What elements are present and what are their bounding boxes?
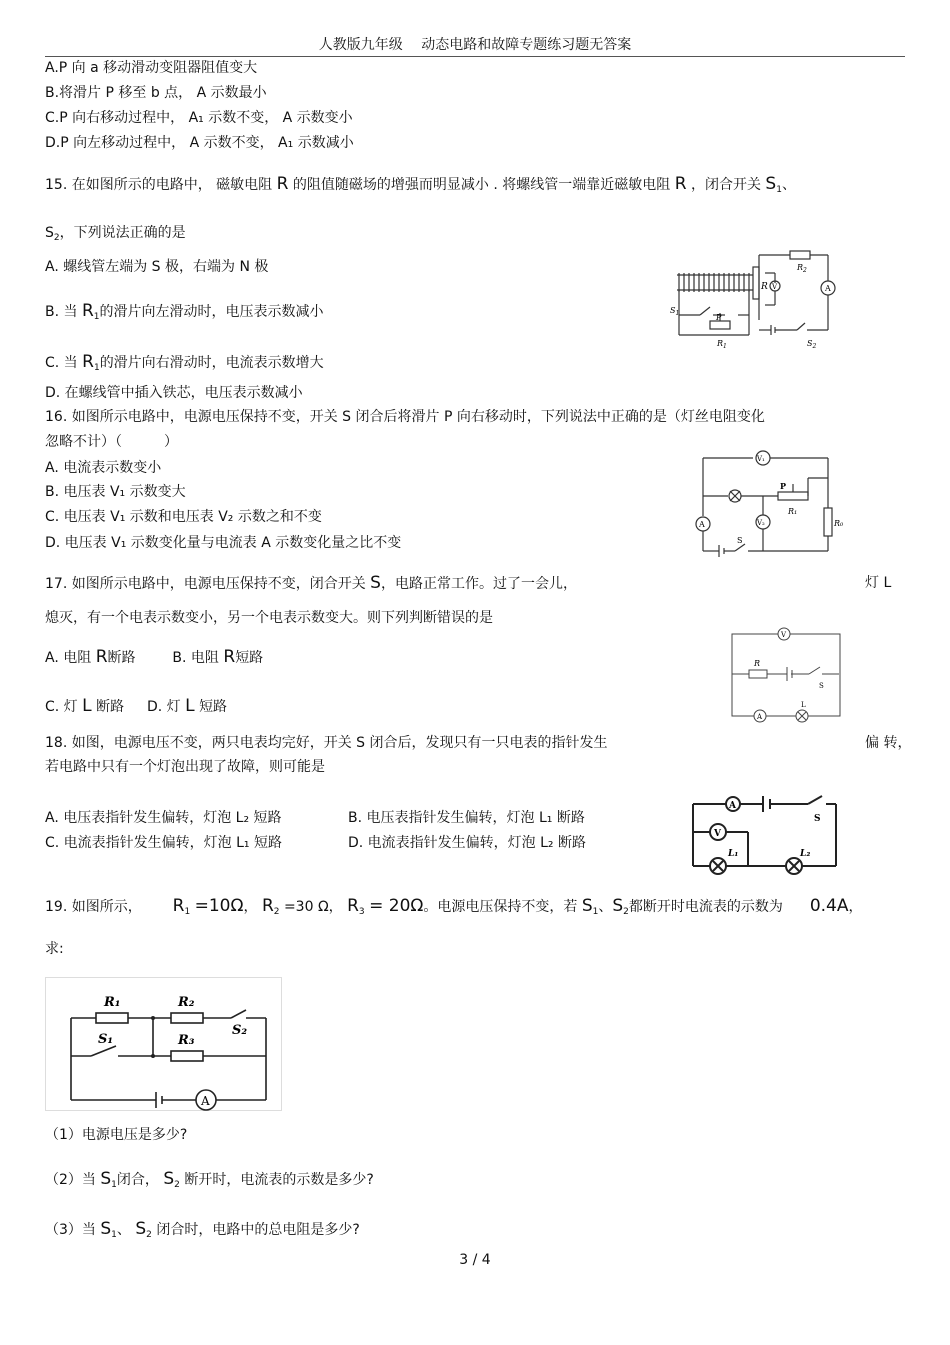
q17-fig-a: A: [757, 713, 763, 721]
q15-stem-text1: 15. 在如图所示的电路中， 磁敏电阻: [45, 177, 273, 193]
q15-option-a: A. 螺线管左端为 S 极，右端为 N 极: [45, 259, 269, 275]
q17-stem: [45, 574, 577, 593]
q17-circuit-figure: [727, 626, 847, 726]
q18-option-b: B. 电压表指针发生偏转，灯泡 L₁ 断路: [348, 810, 585, 826]
q19-stem-mid: 。电源电压保持不变，若: [423, 899, 578, 915]
q15-option-c-sub: 1: [93, 363, 100, 373]
q17-option-c-pre: C. 灯: [45, 699, 78, 715]
q16-stem-line1: 16. 如图所示电路中，电源电压保持不变，开关 S 闭合后将滑片 P 向右移动时，下列说法中正确的是（灯丝电阻变化: [45, 409, 765, 425]
q18-fig-l1: L₁: [728, 849, 739, 859]
q19-sub2-s1-sub: 1: [111, 1180, 117, 1190]
q17-fig-r: R: [754, 659, 761, 668]
q15-stem-text4: ，下列说法正确的是: [59, 225, 186, 241]
q19-comma: ，: [848, 899, 863, 915]
q15-stem-r2: R: [674, 174, 687, 194]
q16-fig-v2: V₂: [757, 519, 765, 527]
q18-fig-a: A: [729, 801, 736, 811]
q17-option-a-post: 断路: [107, 650, 136, 666]
header-divider: [45, 56, 905, 57]
q17-stem-s: S: [370, 573, 381, 593]
q19-dun: 、: [598, 899, 613, 915]
q14-option-d: D.P 向左移动过程中， A 示数不变， A₁ 示数减小: [45, 135, 354, 151]
q19-stem-post: 都断开时电流表的示数为: [628, 899, 783, 915]
q17-option-a-pre: A. 电阻: [45, 650, 92, 666]
q15-stem-sep: 、: [781, 177, 796, 193]
q17-stem-line2: 熄灭，有一个电表示数变小，另一个电表示数变大。则下列判断错误的是: [45, 610, 493, 626]
q15-fig-r2: $R_2$: [797, 263, 807, 274]
q17-option-d-l: L: [185, 696, 195, 716]
q19-sub2-pre: （2）当: [45, 1172, 96, 1188]
q17-fig-v: V: [781, 631, 787, 639]
q19-sub3-s1-sub: 1: [111, 1230, 117, 1240]
q19-sub3-pre: （3）当: [45, 1222, 96, 1238]
q15-stem-s2: S: [45, 225, 54, 241]
q19-circuit-figure: [45, 977, 282, 1111]
q18-option-c: C. 电流表指针发生偏转，灯泡 L₁ 短路: [45, 835, 282, 851]
q15-option-b-r: R: [81, 301, 94, 321]
q19-sub3-mid: 、: [116, 1222, 131, 1238]
q16-option-d: D. 电压表 V₁ 示数变化量与电流表 A 示数变化量之比不变: [45, 535, 402, 551]
q19-sub3-post: 闭合时，电路中的总电阻是多少?: [156, 1222, 360, 1238]
q19-stem-pre: 19. 如图所示，: [45, 899, 142, 915]
q17-stem-text2: ，电路正常工作。过了一会儿，: [380, 576, 577, 592]
q15-stem-line2: [45, 224, 186, 247]
q15-option-c-post: 的滑片向右滑动时，电流表示数增大: [99, 355, 324, 371]
q17-stem-lamp: 灯 L: [865, 575, 892, 591]
q17-fig-l: L: [801, 701, 806, 709]
q19-r3-sub: 3: [358, 907, 365, 917]
page-number: 3 / 4: [459, 1252, 491, 1268]
q19-stem-line2: 求:: [45, 941, 64, 957]
q19-sub2: [45, 1170, 374, 1194]
q15-fig-r: R: [761, 282, 768, 292]
q18-fig-s: S: [814, 814, 821, 824]
q19-sep2: ，: [328, 899, 343, 915]
q16-fig-s: S: [737, 536, 743, 545]
q18-circuit-figure: [688, 792, 843, 874]
q19-sub3-s2: S: [135, 1219, 147, 1239]
q19-r2-sub: 2: [273, 907, 280, 917]
q19-fig-r2: R₂: [178, 995, 195, 1010]
q15-option-b-post: 的滑片向左滑动时，电压表示数减小: [99, 304, 324, 320]
q16-fig-p: P: [780, 481, 787, 491]
q15-fig-s2: $S_2$: [807, 339, 817, 350]
q19-sub3-s1: S: [100, 1219, 112, 1239]
q15-stem-text2: 的阻值随磁场的增强而明显减小 . 将螺线管一端靠近磁敏电阻: [292, 177, 671, 193]
q17-option-b-pre: B. 电阻: [172, 650, 219, 666]
q15-stem: [45, 175, 796, 199]
q18-fig-l2: L₂: [800, 849, 811, 859]
q16-option-a: A. 电流表示数变小: [45, 460, 162, 476]
q16-fig-v1: V₁: [757, 455, 765, 463]
q19-sub1: （1）电源电压是多少?: [45, 1127, 188, 1143]
q19-r3-val: = 20Ω: [369, 896, 424, 916]
q19-sub3-s2-sub: 2: [146, 1230, 152, 1240]
q16-circuit-figure: [693, 448, 844, 560]
q19-s1-sub: 1: [592, 907, 599, 917]
q15-stem-r: R: [276, 174, 289, 194]
q18-option-d: D. 电流表指针发生偏转，灯泡 L₂ 断路: [348, 835, 586, 851]
q19-r1-val: =10Ω: [194, 896, 244, 916]
q17-option-d-post: 短路: [199, 699, 228, 715]
q19-sub2-s2-sub: 2: [174, 1180, 180, 1190]
q16-fig-a: A: [699, 520, 705, 529]
q19-s1: S: [581, 896, 593, 916]
q17-option-b-post: 短路: [235, 650, 264, 666]
q15-fig-v: V: [772, 283, 778, 291]
q18-fig-v: V: [714, 829, 721, 839]
q17-option-a-r: R: [95, 647, 108, 667]
q15-option-c-r: R: [82, 352, 94, 372]
q17-option-d-pre: D. 灯: [146, 699, 181, 715]
q15-option-c-pre: C. 当: [45, 355, 78, 371]
q19-fig-r1: R₁: [104, 995, 121, 1010]
q14-option-b: B.将滑片 P 移至 b 点， A 示数最小: [45, 85, 267, 101]
q19-r1: R: [172, 896, 185, 916]
q19-r2: R: [261, 896, 274, 916]
q16-stem-line2: 忽略不计）（ ）: [45, 434, 178, 450]
q18-stem-line1-end: 偏 转，: [865, 735, 912, 751]
q18-stem-line2: 若电路中只有一个灯泡出现了故障，则可能是: [45, 759, 325, 775]
q19-r1-sub: 1: [184, 907, 191, 917]
q17-stem-text1: 17. 如图所示电路中，电源电压保持不变，闭合开关: [45, 576, 366, 592]
q15-fig-p: P: [716, 313, 722, 322]
q19-s2: S: [612, 896, 624, 916]
q17-options-ab: [45, 648, 263, 667]
q17-options-cd: [45, 697, 227, 716]
q16-fig-r0: R₀: [834, 519, 844, 528]
q15-fig-r1: $R_1$: [717, 339, 727, 350]
q19-r2-val: =30 Ω: [283, 899, 329, 915]
q18-option-a: A. 电压表指针发生偏转，灯泡 L₂ 短路: [45, 810, 282, 826]
q15-stem-s1: S: [765, 174, 777, 194]
q16-option-c: C. 电压表 V₁ 示数和电压表 V₂ 示数之和不变: [45, 509, 322, 525]
q19-sub2-mid: 闭合，: [116, 1172, 159, 1188]
q15-fig-a: A: [825, 284, 831, 293]
q15-stem-s1-sub: 1: [776, 185, 782, 195]
q18-stem-line1: 18. 如图，电源电压不变，两只电表均完好，开关 S 闭合后，发现只有一只电表的指针发生: [45, 735, 608, 751]
q15-option-c: [45, 353, 324, 377]
q17-option-c-l: L: [82, 696, 92, 716]
q15-option-b-pre: B. 当: [45, 304, 78, 320]
q17-option-c-post: 断路: [96, 699, 125, 715]
q19-sub2-post: 断开时，电流表的示数是多少?: [184, 1172, 374, 1188]
q19-stem: [45, 897, 862, 921]
q19-fig-s2: S₂: [232, 1023, 248, 1038]
q15-stem-s2-sub: 2: [53, 233, 60, 243]
q19-r3: R: [347, 896, 359, 916]
q19-current: 0.4A: [809, 896, 849, 916]
page-header: 人教版九年级 动态电路和故障专题练习题无答案: [318, 37, 632, 53]
q17-fig-s: S: [819, 682, 824, 690]
q15-circuit-figure: [665, 245, 865, 355]
q19-sub2-s2: S: [163, 1169, 175, 1189]
q19-fig-a: A: [201, 1094, 210, 1108]
q14-option-c: C.P 向右移动过程中， A₁ 示数不变， A 示数变小: [45, 110, 353, 126]
q19-s2-sub: 2: [623, 907, 629, 917]
q15-option-d: D. 在螺线管中插入铁芯，电压表示数减小: [45, 385, 303, 401]
q16-fig-r1: R₁: [788, 507, 798, 516]
q15-fig-s1: $S_1$: [670, 306, 680, 317]
q15-option-b: [45, 302, 324, 326]
q14-option-a: A.P 向 a 移动滑动变阻器阻值变大: [45, 60, 258, 76]
q16-option-b: B. 电压表 V₁ 示数变大: [45, 484, 186, 500]
q19-sub2-s1: S: [100, 1169, 112, 1189]
q19-sub3: [45, 1220, 360, 1244]
q19-sep1: ，: [243, 899, 258, 915]
q19-fig-s1: S₁: [98, 1032, 114, 1047]
q15-stem-text3: ，闭合开关: [690, 177, 761, 193]
q15-option-b-sub: 1: [93, 312, 100, 322]
q19-fig-r3: R₃: [178, 1033, 195, 1048]
q17-option-b-r: R: [223, 647, 236, 667]
